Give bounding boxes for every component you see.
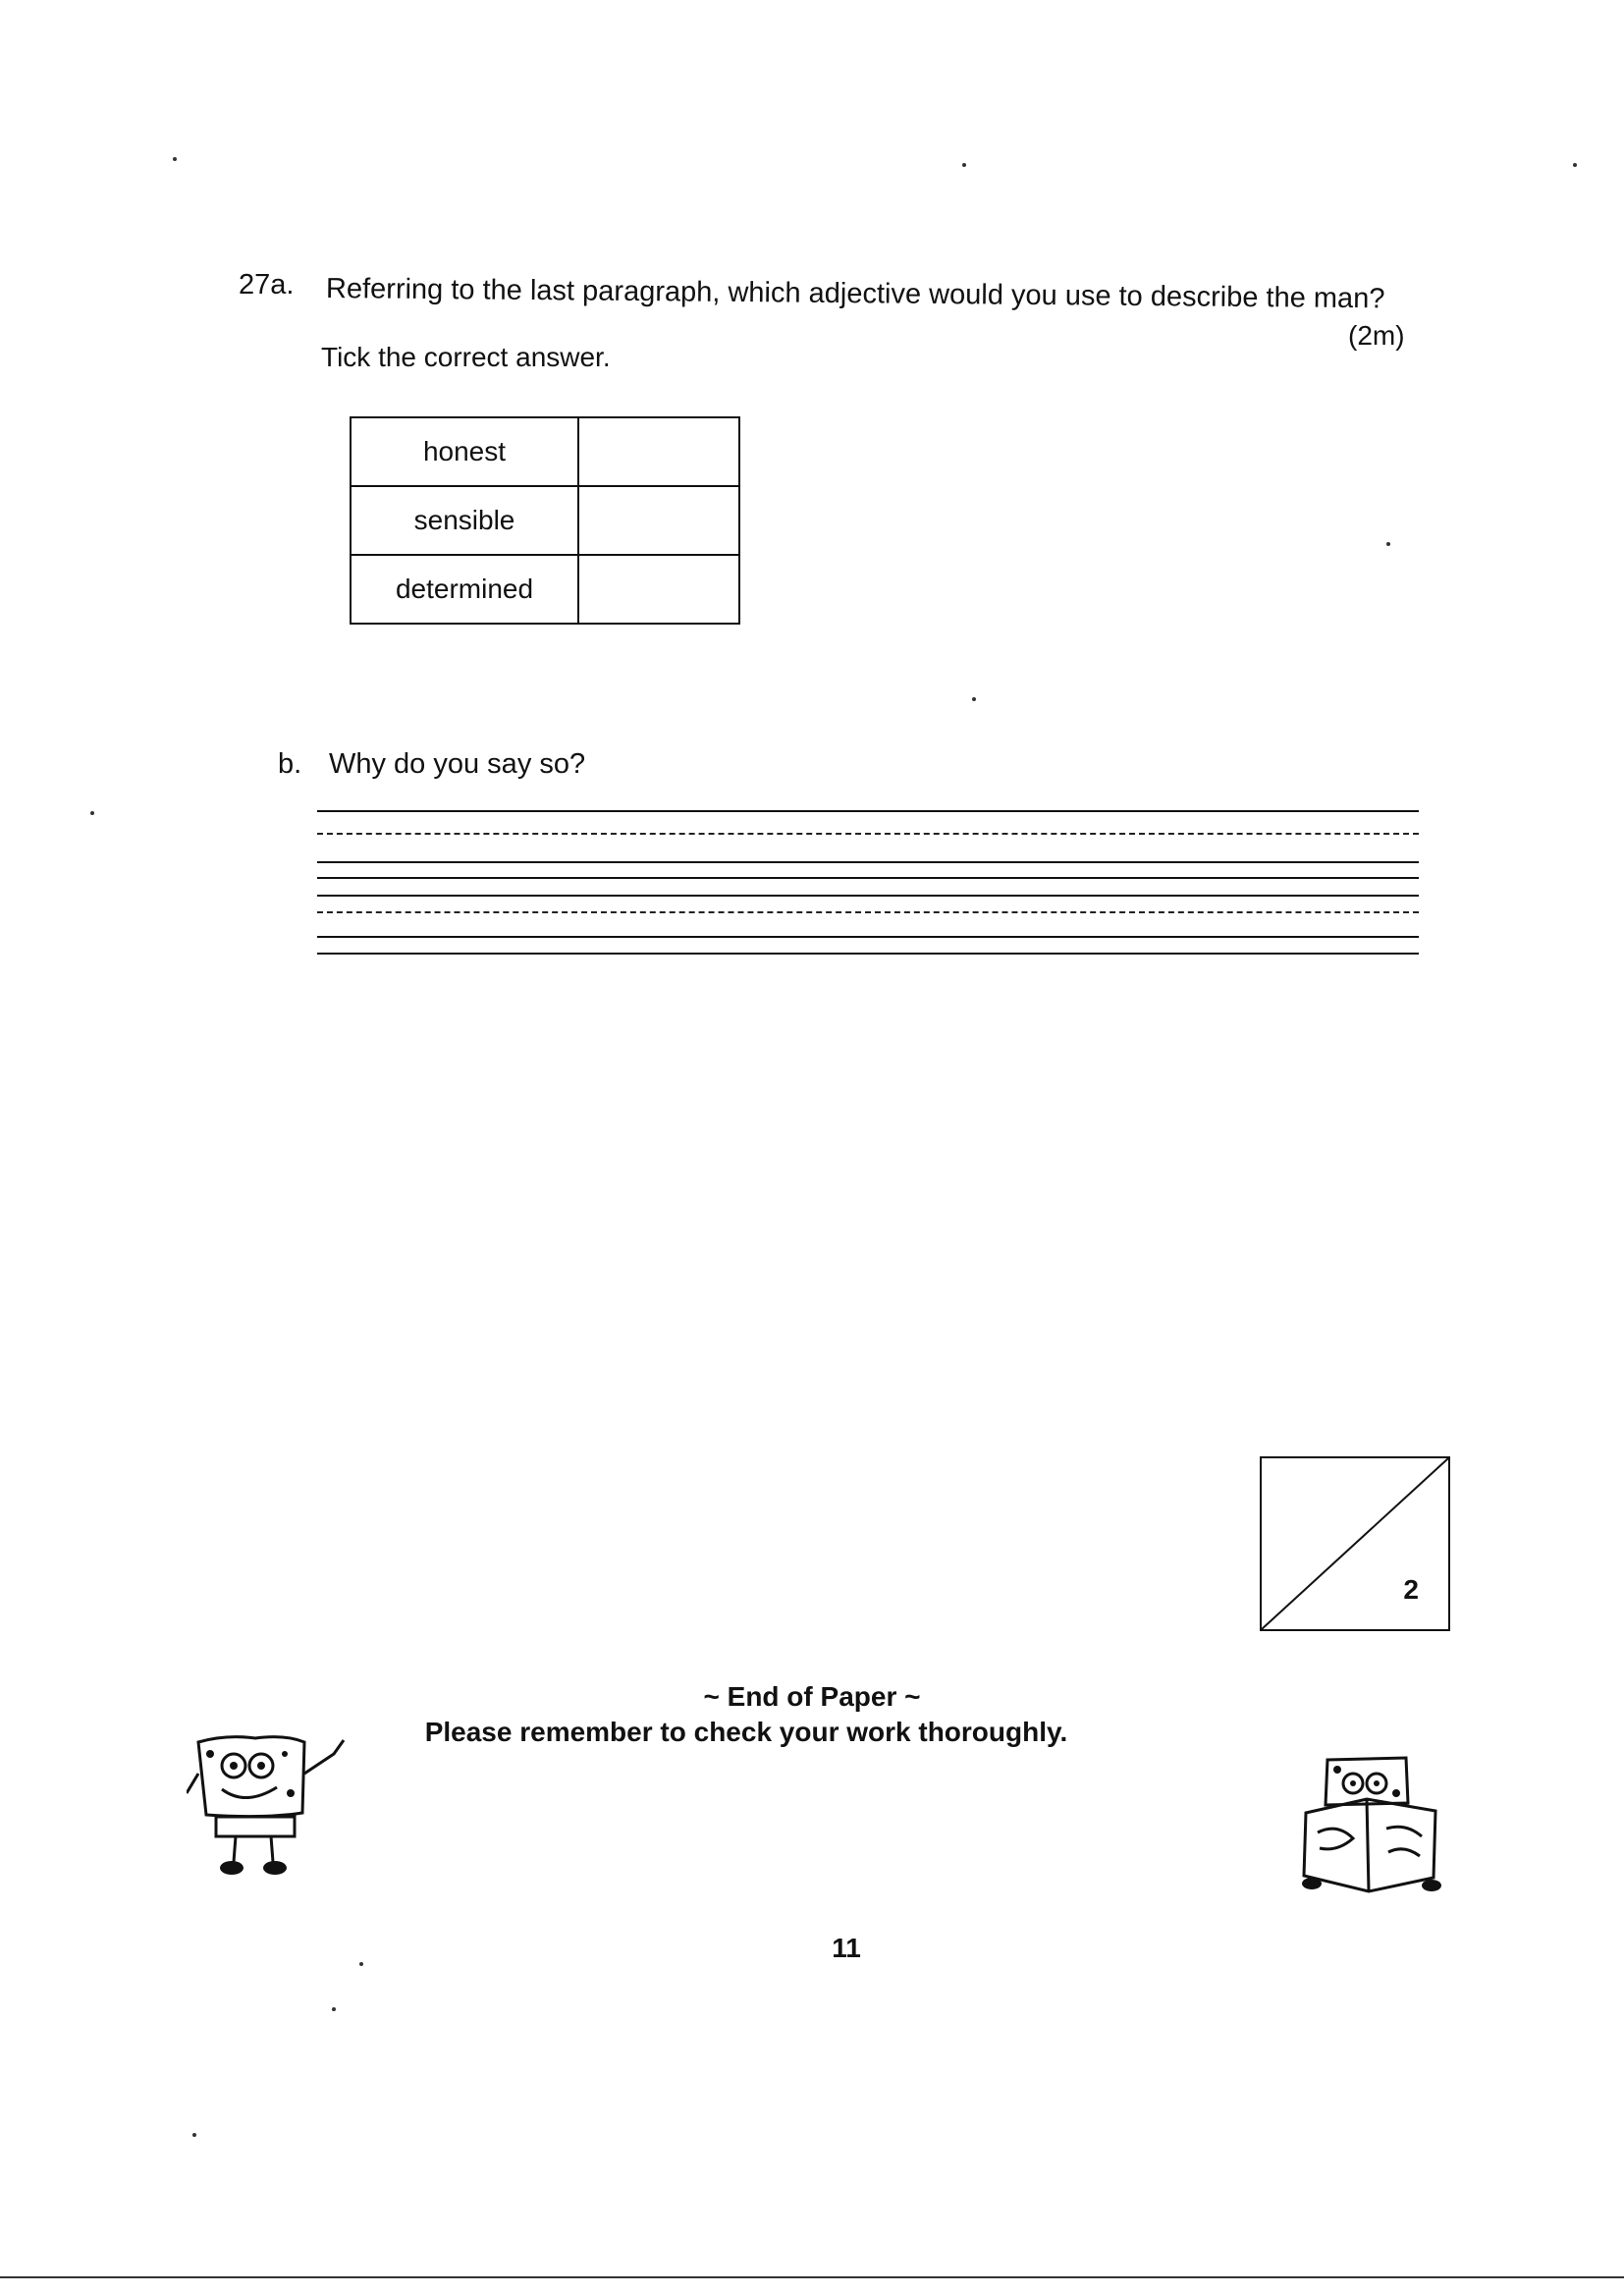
- scan-speck: [332, 2007, 336, 2011]
- scan-speck: [972, 697, 976, 701]
- scan-speck: [359, 1962, 363, 1966]
- scan-speck: [1386, 542, 1390, 546]
- cartoon-reading-icon: [1298, 1754, 1445, 1897]
- option-label: honest: [351, 417, 578, 486]
- option-row: [351, 486, 739, 555]
- question-text: Referring to the last paragraph, which adjective would you use to describe the man?: [325, 273, 1385, 315]
- answer-line: [317, 810, 1419, 812]
- tick-box[interactable]: [578, 486, 739, 555]
- option-row: [351, 555, 739, 624]
- tick-box[interactable]: [578, 555, 739, 624]
- answer-line: [317, 877, 1419, 879]
- scan-speck: [1573, 163, 1577, 167]
- answer-line: [317, 936, 1419, 938]
- end-of-paper-title: ~ End of Paper ~: [703, 1681, 921, 1712]
- score-box: [1260, 1456, 1450, 1631]
- part-b-label: b.: [278, 748, 302, 780]
- question-instruction: Tick the correct answer.: [321, 342, 611, 372]
- option-row: [351, 417, 739, 486]
- answer-line: [317, 953, 1419, 955]
- question-number: 27a.: [239, 269, 295, 301]
- question-marks: (2m): [1348, 320, 1405, 351]
- page-bottom-rule: [0, 2276, 1624, 2278]
- answer-options-table: [350, 416, 740, 625]
- scan-speck: [962, 163, 966, 167]
- answer-line-dashed: [317, 911, 1419, 913]
- score-total: 2: [1403, 1574, 1419, 1605]
- cartoon-pointing-icon: [187, 1734, 353, 1882]
- scan-speck: [90, 811, 94, 815]
- answer-line: [317, 895, 1419, 897]
- answer-line-dashed: [317, 833, 1419, 835]
- page-number: 11: [832, 1933, 861, 1963]
- score-box-diagonal: [1262, 1458, 1448, 1629]
- answer-line: [317, 861, 1419, 863]
- tick-box[interactable]: [578, 417, 739, 486]
- scan-speck: [192, 2133, 196, 2137]
- end-of-paper-note: Please remember to check your work thoroughly.: [424, 1717, 1068, 1747]
- scan-speck: [173, 157, 177, 161]
- option-label: determined: [351, 555, 578, 624]
- part-b-question: Why do you say so?: [329, 748, 586, 780]
- option-label: sensible: [351, 486, 578, 555]
